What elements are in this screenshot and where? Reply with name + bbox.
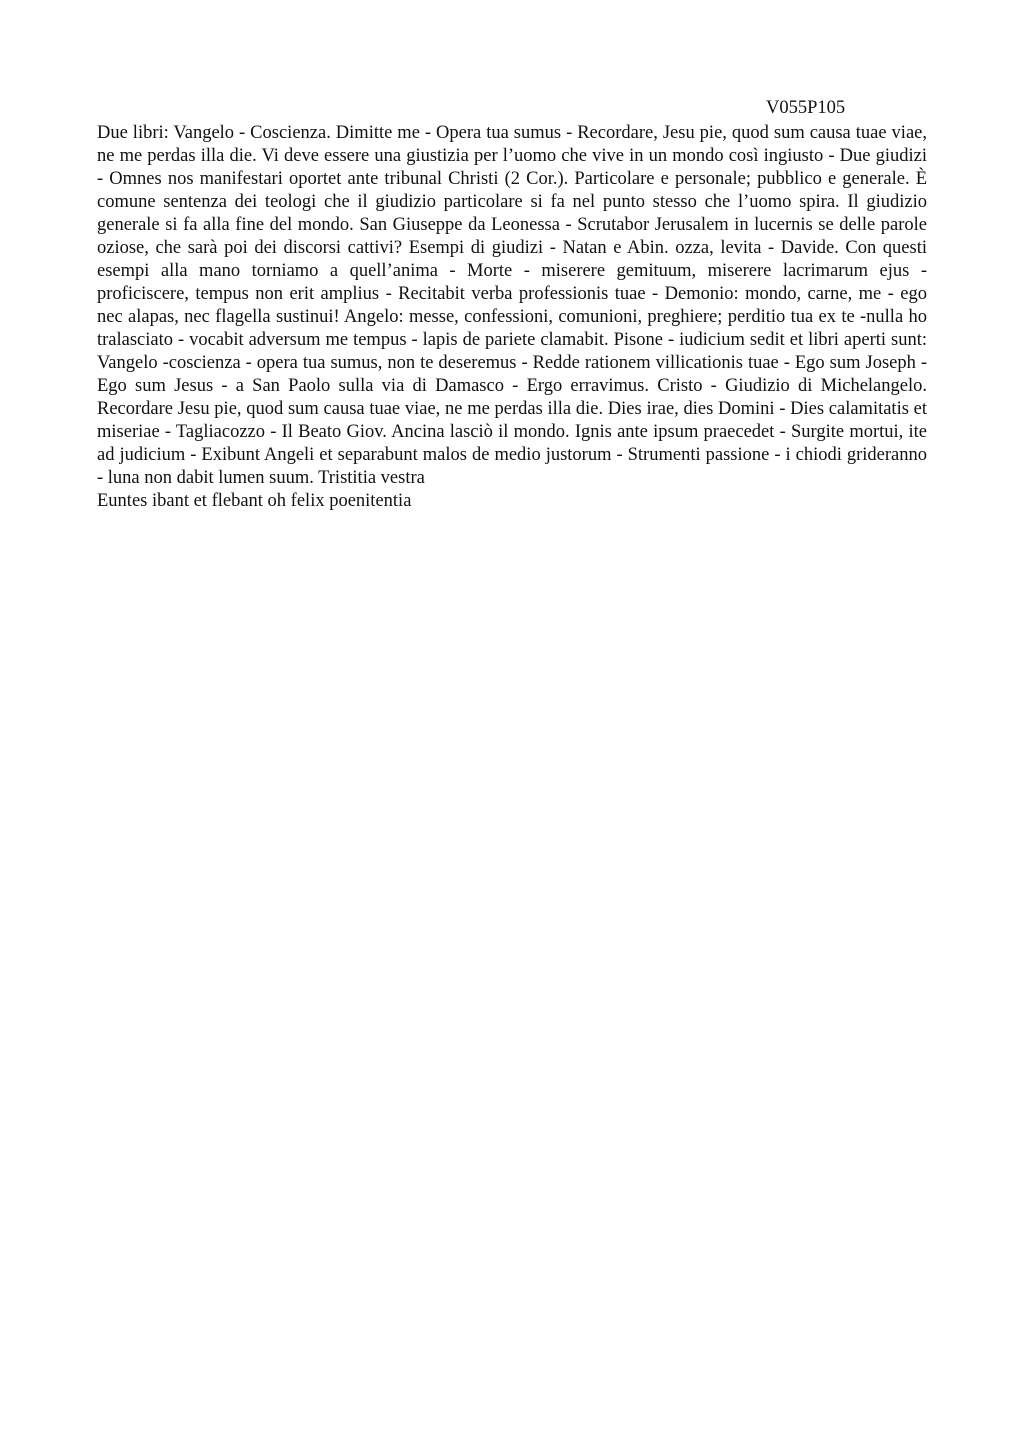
body-text: Due libri: Vangelo - Coscienza. Dimitte me - Opera tua sumus - Recordare, Jesu pie, quod sum causa tuae viae, ne me perdas illa die. Vi deve essere una giustizia per l’uomo che vive in un mondo così ingiusto - Due giudizi - Omnes nos manifestari oportet ante tribunal Christi (2 Cor.). Particolare e personale; pubblico e generale. È comune sentenza dei teologi che il giudizio particolare si fa nel punto stesso che l’uomo spira. Il giudizio generale si fa alla fine del mondo. San Giuseppe da Leonessa - Scrutabor Jerusalem in lucernis se delle parole oziose, che sarà poi dei discorsi cattivi? Esempi di giudizi - Natan e Abin. ozza, levita - Davide. Con questi esempi alla mano torniamo a quell’anima - Morte - miserere gemituum, miserere lacrimarum ejus - proficiscere, tempus non erit amplius - Recitabit verba professionis tuae - Demonio: mondo, carne, me - ego nec alapas, nec flagella sustinui! Angelo: messe, confessioni, comunioni, preghiere; perditio tua ex te -nulla ho tralasciato - vocabit adversum me tempus - lapis de pariete clamabit. Pisone - iudicium sedit et libri aperti sunt: Vangelo -coscienza - opera tua sumus, non te deseremus - Redde rationem villicationis tuae - Ego sum Joseph - Ego sum Jesus - a San Paolo sulla via di Damasco - Ergo erravimus. Cristo - Giudizio di Michelangelo. Recordare Jesu pie, quod sum causa tuae viae, ne me perdas illa die. Dies irae, dies Domini - Dies calamitatis et miseriae - Tagliacozzo - Il Beato Giov. Ancina lasciò il mondo. Ignis ante ipsum praecedet - Surgite mortui, ite ad judicium - Exibunt Angeli et separabunt malos de medio justorum - Strumenti passione - i chiodi grideranno - luna non dabit lumen suum. Tristitia vestra [97, 123, 927, 488]
page-identifier: V055P105 [766, 98, 846, 118]
body-last-line: Euntes ibant et flebant oh felix poenitentia [97, 491, 412, 511]
body-paragraph [97, 122, 927, 513]
